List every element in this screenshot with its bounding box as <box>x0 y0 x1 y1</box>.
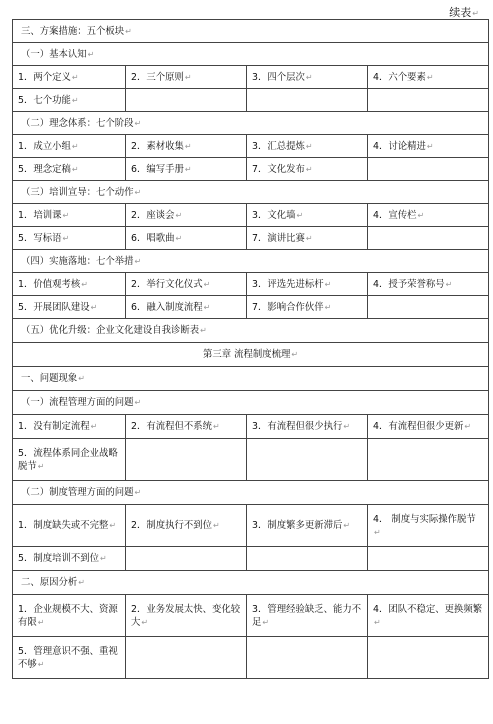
item-cell <box>126 158 247 181</box>
cell-text: 4．讨论精进 <box>373 140 426 152</box>
item-row <box>13 227 489 250</box>
item-cell <box>247 273 368 296</box>
paragraph-mark: ↵ <box>62 210 70 220</box>
paragraph-mark: ↵ <box>417 210 425 220</box>
item-cell <box>126 135 247 158</box>
cell-text: 2．座谈会 <box>131 209 175 221</box>
item-cell <box>247 135 368 158</box>
empty-cell <box>247 89 368 112</box>
section-row <box>13 112 489 135</box>
item-row <box>13 66 489 89</box>
cell-text: 2．业务发展太快、变化较大 <box>131 603 241 628</box>
paragraph-mark: ↵ <box>200 326 207 335</box>
item-cell <box>13 415 126 439</box>
paragraph-mark: ↵ <box>175 233 183 243</box>
cell-text: 5．流程体系同企业战略脱节 <box>18 447 118 472</box>
paragraph-mark: ↵ <box>305 164 313 174</box>
cell-text: 1．培训课 <box>18 209 62 221</box>
cell-text: （二）理念体系：七个阶段 <box>21 117 134 129</box>
cell-text: 2．素材收集 <box>131 140 184 152</box>
section-row <box>13 319 489 343</box>
cell-text: 4．有流程但很少更新 <box>373 421 464 432</box>
paragraph-mark: ↵ <box>175 210 183 220</box>
item-cell <box>126 595 247 637</box>
item-row <box>13 273 489 296</box>
item-cell <box>13 439 126 481</box>
paragraph-mark: ↵ <box>296 210 304 220</box>
section-heading <box>13 250 489 273</box>
cell-text: 3．管理经验缺乏、能力不足 <box>252 603 362 628</box>
cell-text: （三）培训宣导：七个动作 <box>21 186 134 198</box>
item-row <box>13 595 489 637</box>
cell-text: 5．七个功能 <box>18 94 71 106</box>
item-cell <box>13 135 126 158</box>
cell-text: 5．开展团队建设 <box>18 301 90 313</box>
paragraph-mark: ↵ <box>184 141 192 151</box>
section-heading <box>13 391 489 415</box>
item-cell <box>13 296 126 319</box>
cell-text: 4． 制度与实际操作脱节 <box>373 513 476 525</box>
empty-cell <box>126 547 247 571</box>
empty-cell <box>126 89 247 112</box>
cell-text: （二）制度管理方面的问题 <box>21 487 134 498</box>
cell-text: （四）实施落地：七个举措 <box>21 255 134 267</box>
paragraph-mark: ↵ <box>109 521 117 530</box>
item-cell <box>368 273 489 296</box>
empty-cell <box>126 637 247 679</box>
item-cell <box>13 227 126 250</box>
item-row <box>13 135 489 158</box>
paragraph-mark: ↵ <box>374 527 381 537</box>
paragraph-mark: ↵ <box>426 141 434 151</box>
item-cell <box>247 415 368 439</box>
cell-text: 第三章 流程制度梳理 <box>202 349 291 360</box>
paragraph-mark: ↵ <box>141 617 149 627</box>
cell-text: 4．宣传栏 <box>373 209 417 221</box>
paragraph-mark: ↵ <box>81 279 88 289</box>
empty-cell <box>368 547 489 571</box>
paragraph-mark: ↵ <box>71 95 79 105</box>
paragraph-mark: ↵ <box>324 279 332 289</box>
item-cell <box>13 158 126 181</box>
section-heading <box>13 43 489 66</box>
empty-cell <box>247 547 368 571</box>
paragraph-mark: ↵ <box>71 164 79 174</box>
item-cell <box>368 135 489 158</box>
item-cell <box>13 204 126 227</box>
cell-text: 3．有流程但很少执行 <box>252 421 343 432</box>
cell-text: 4．团队不稳定、更换频繁 <box>373 603 483 615</box>
item-cell <box>126 296 247 319</box>
continued-label: 续表↵ <box>449 6 479 19</box>
cell-text: 2．举行文化仪式 <box>131 278 203 290</box>
item-cell <box>13 505 126 547</box>
paragraph-mark: ↵ <box>184 164 192 174</box>
item-cell <box>126 415 247 439</box>
cell-text: 3．评选先进标杆 <box>252 278 324 290</box>
cell-text: 1．制度缺失或不完整 <box>18 520 109 531</box>
paragraph-mark: ↵ <box>71 72 79 82</box>
section-row <box>13 391 489 415</box>
cell-text: （一）基本认知 <box>21 48 87 60</box>
section-row <box>13 481 489 505</box>
item-cell <box>247 296 368 319</box>
cell-text: 2．有流程但不系统 <box>131 421 212 432</box>
empty-cell <box>368 637 489 679</box>
cell-text: 5．写标语 <box>18 232 62 244</box>
section-heading <box>13 112 489 135</box>
paragraph-mark: ↵ <box>87 49 95 59</box>
item-cell <box>247 227 368 250</box>
item-cell <box>13 66 126 89</box>
cell-text: 3．四个层次 <box>252 71 305 83</box>
section-row <box>13 343 489 367</box>
section-heading <box>13 367 489 391</box>
paragraph-mark: ↵ <box>203 302 211 312</box>
paragraph-mark: ↵ <box>90 422 98 431</box>
cell-text: 5．理念定稿 <box>18 163 71 175</box>
paragraph-mark: ↵ <box>305 72 313 82</box>
cell-text: 5．管理意识不强、重视不够 <box>18 645 118 670</box>
paragraph-mark: ↵ <box>37 617 45 627</box>
cell-text: 一、问题现象 <box>21 373 78 384</box>
paragraph-mark: ↵ <box>134 118 142 128</box>
item-cell <box>126 505 247 547</box>
cell-text: 1．两个定义 <box>18 71 71 83</box>
cell-text: （五）优化升级：企业文化建设自我诊断表 <box>21 325 200 336</box>
paragraph-mark: ↵ <box>134 398 142 407</box>
paragraph-mark: ↵ <box>343 521 351 530</box>
paragraph-mark: ↵ <box>37 461 45 471</box>
paragraph-mark: ↵ <box>212 422 220 431</box>
cell-text: 7．影响合作伙伴 <box>252 301 324 313</box>
cell-text: 1．没有制定流程 <box>18 421 90 432</box>
item-row <box>13 439 489 481</box>
item-row <box>13 547 489 571</box>
paragraph-mark: ↵ <box>125 26 132 36</box>
item-cell <box>368 595 489 637</box>
item-cell <box>13 89 126 112</box>
paragraph-mark: ↵ <box>262 617 270 627</box>
empty-cell <box>368 296 489 319</box>
empty-cell <box>368 227 489 250</box>
empty-cell <box>247 637 368 679</box>
empty-cell <box>368 158 489 181</box>
paragraph-mark: ↵ <box>134 187 142 197</box>
cell-text: 1．企业规模不大、资源有限 <box>18 603 118 628</box>
item-cell <box>13 273 126 296</box>
cell-text: 2．制度执行不到位 <box>131 520 212 531</box>
cell-text: 3．制度繁多更新滞后 <box>252 520 343 531</box>
chapter-title <box>13 343 489 367</box>
section-heading <box>13 571 489 595</box>
section-heading <box>13 481 489 505</box>
cell-text: 1．成立小组 <box>18 140 71 152</box>
cell-text: 2．三个原则 <box>131 71 184 83</box>
item-cell <box>126 273 247 296</box>
plan-table <box>12 19 489 679</box>
item-cell <box>126 66 247 89</box>
paragraph-mark: ↵ <box>426 72 434 82</box>
paragraph-mark: ↵ <box>445 279 453 289</box>
item-row <box>13 89 489 112</box>
item-row <box>13 296 489 319</box>
cell-text: 4．六个要素 <box>373 71 426 83</box>
cell-text: 二、原因分析 <box>21 577 78 588</box>
item-cell <box>126 204 247 227</box>
item-cell <box>247 595 368 637</box>
paragraph-mark: ↵ <box>305 141 313 151</box>
paragraph-mark: ↵ <box>99 554 107 563</box>
item-cell <box>247 158 368 181</box>
section-heading <box>13 181 489 204</box>
item-cell <box>368 415 489 439</box>
item-cell <box>13 595 126 637</box>
section-row <box>13 571 489 595</box>
cell-text: 3．文化墙 <box>252 209 296 221</box>
item-row <box>13 204 489 227</box>
paragraph-mark: ↵ <box>62 233 70 243</box>
item-cell <box>13 547 126 571</box>
cell-text: 4．授予荣誉称号 <box>373 278 445 290</box>
cell-text: 三、方案措施：五个板块 <box>21 25 125 37</box>
empty-cell <box>126 439 247 481</box>
item-row <box>13 637 489 679</box>
item-row <box>13 505 489 547</box>
empty-cell <box>247 439 368 481</box>
paragraph-mark: ↵ <box>374 617 381 627</box>
section-row <box>13 250 489 273</box>
paragraph-mark: ↵ <box>37 659 45 669</box>
paragraph-mark: ↵ <box>78 578 85 587</box>
paragraph-mark: ↵ <box>305 233 313 243</box>
paragraph-mark: ↵ <box>464 422 472 431</box>
cell-text: 7．演讲比赛 <box>252 232 305 244</box>
paragraph-mark: ↵ <box>343 422 351 431</box>
item-row <box>13 415 489 439</box>
section-heading <box>13 319 489 343</box>
cell-text: 6．编写手册 <box>131 163 184 175</box>
item-cell <box>247 66 368 89</box>
item-cell <box>368 505 489 547</box>
item-cell <box>247 505 368 547</box>
item-cell <box>126 227 247 250</box>
cell-text: 5．制度培训不到位 <box>18 553 99 564</box>
paragraph-mark: ↵ <box>78 374 85 383</box>
cell-text: 6．唱歌曲 <box>131 232 175 244</box>
cell-text: 6．融入制度流程 <box>131 301 203 313</box>
section-row <box>13 43 489 66</box>
paragraph-mark: ↵ <box>324 302 332 312</box>
section-row <box>13 367 489 391</box>
section-heading <box>13 20 489 43</box>
cell-text: 3．汇总提炼 <box>252 140 305 152</box>
cell-text: （一）流程管理方面的问题 <box>21 397 134 408</box>
paragraph-mark: ↵ <box>134 256 142 266</box>
paragraph-mark: ↵ <box>291 350 299 359</box>
cell-text: 1．价值观考核 <box>18 278 81 290</box>
paragraph-mark: ↵ <box>212 521 220 530</box>
paragraph-mark: ↵ <box>184 72 192 82</box>
empty-cell <box>368 89 489 112</box>
paragraph-mark: ↵ <box>90 302 98 312</box>
empty-cell <box>368 439 489 481</box>
paragraph-mark: ↵ <box>71 141 79 151</box>
item-cell <box>368 204 489 227</box>
paragraph-mark: ↵ <box>134 488 142 497</box>
item-cell <box>13 637 126 679</box>
cell-text: 7．文化发布 <box>252 163 305 175</box>
section-row <box>13 20 489 43</box>
item-cell <box>247 204 368 227</box>
section-row <box>13 181 489 204</box>
item-row <box>13 158 489 181</box>
item-cell <box>368 66 489 89</box>
paragraph-mark: ↵ <box>203 279 211 289</box>
